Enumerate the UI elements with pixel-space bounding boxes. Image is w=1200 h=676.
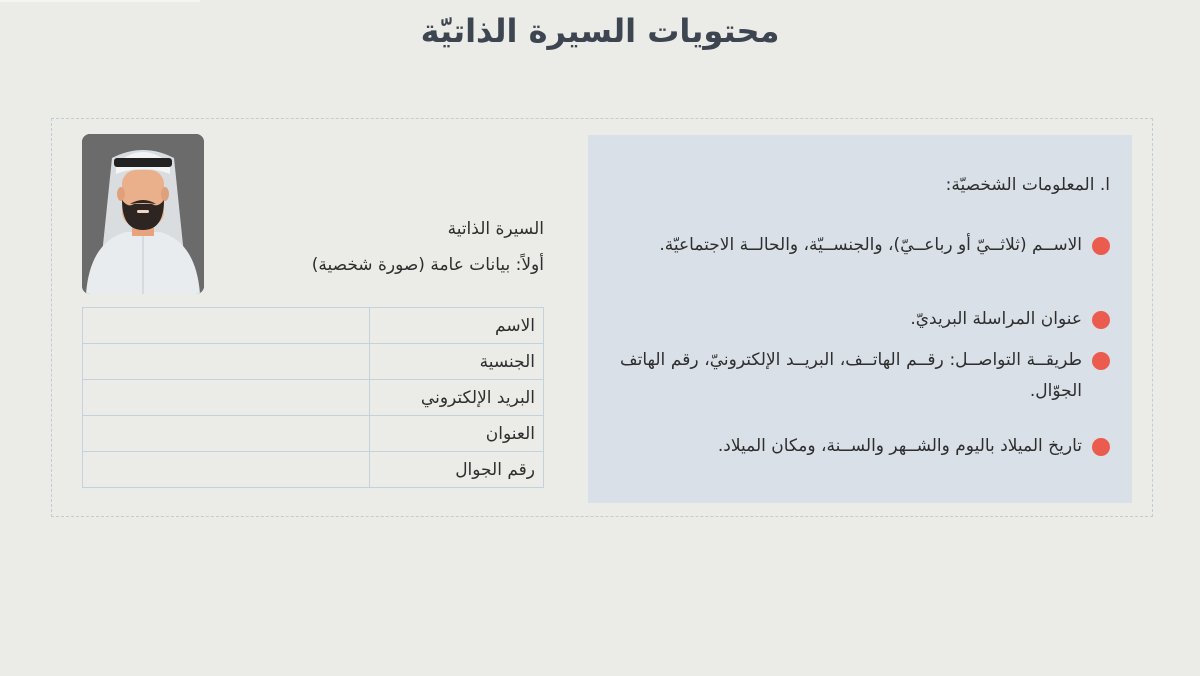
top-edge-line xyxy=(0,0,200,2)
list-item xyxy=(620,431,1110,462)
bullet-dot-icon xyxy=(1092,311,1110,329)
bullet-dot-icon xyxy=(1092,237,1110,255)
row-value-cell[interactable] xyxy=(83,380,370,416)
row-label: العنوان xyxy=(370,416,544,452)
cv-subtitle: أولاً: بيانات عامة (صورة شخصية) xyxy=(311,255,544,275)
row-value-cell[interactable] xyxy=(83,344,370,380)
bullet-dot-icon xyxy=(1092,352,1110,370)
table-row xyxy=(83,452,544,488)
row-value-cell[interactable] xyxy=(83,452,370,488)
list-item-text: الاســم (ثلاثــيّ أو رباعــيّ)، والجنســيّة، والحالــة الاجتماعيّة. xyxy=(659,235,1082,255)
table-row xyxy=(83,380,544,416)
list-item-text: تاريخ الميلاد باليوم والشــهر والســنة، ومكان الميلاد. xyxy=(717,436,1082,456)
list-item xyxy=(620,230,1110,261)
table-row xyxy=(83,308,544,344)
row-label: الاسم xyxy=(370,308,544,344)
table-row xyxy=(83,344,544,380)
row-label: البريد الإلكتروني xyxy=(370,380,544,416)
list-item-text: عنوان المراسلة البريديّ. xyxy=(910,309,1082,329)
list-item xyxy=(620,345,1110,407)
bullet-dot-icon xyxy=(1092,438,1110,456)
row-value-cell[interactable] xyxy=(83,416,370,452)
section-heading: ا. المعلومات الشخصيّة: xyxy=(945,175,1110,195)
cv-title: السيرة الذاتية xyxy=(447,219,544,239)
list-item xyxy=(620,304,1110,335)
page-title: محتويات السيرة الذاتيّة xyxy=(420,12,780,50)
personal-info-panel xyxy=(588,135,1132,503)
cv-general-info-table xyxy=(82,307,544,488)
table-row xyxy=(83,416,544,452)
row-value-cell[interactable] xyxy=(83,308,370,344)
list-item-text: طريقــة التواصــل: رقــم الهاتــف، البريــد الإلكترونيّ، رقم الهاتف الجوّال. xyxy=(620,350,1082,401)
row-label: رقم الجوال xyxy=(370,452,544,488)
row-label: الجنسية xyxy=(370,344,544,380)
man-in-ghutra-avatar-icon xyxy=(82,134,204,294)
